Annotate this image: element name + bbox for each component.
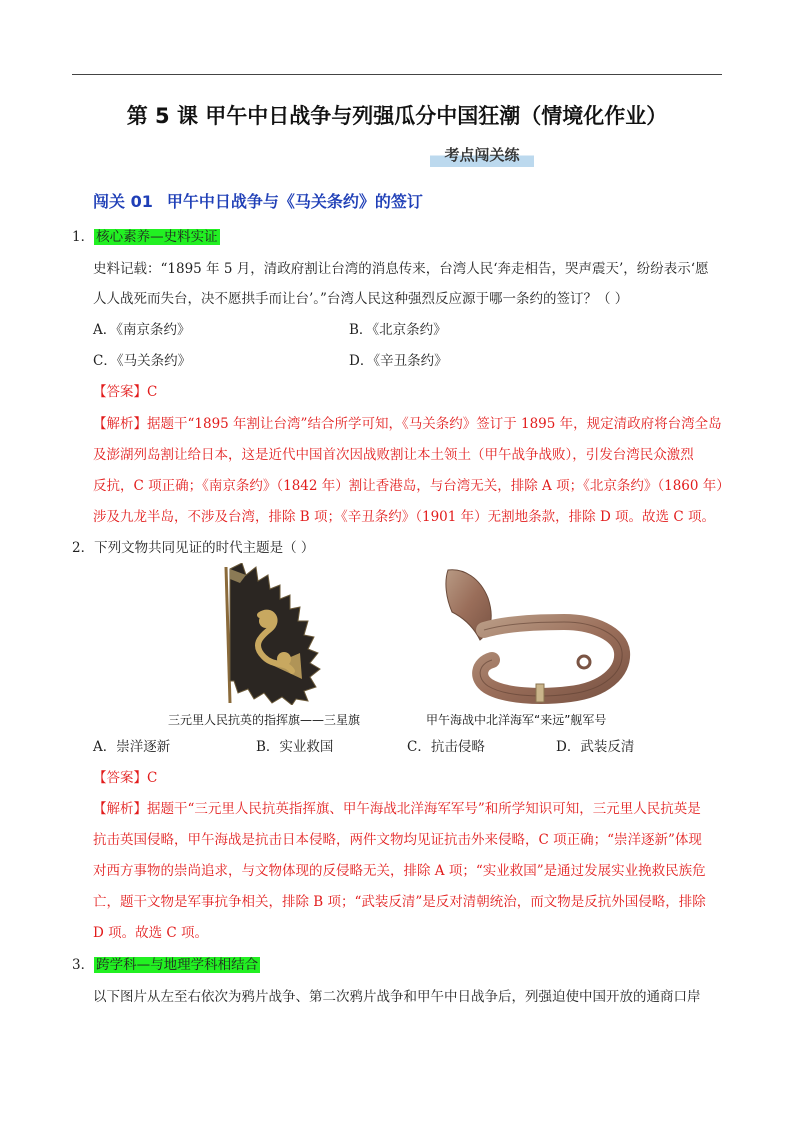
question-1-analysis-line-3: 反抗，C 项正确；《南京条约》（1842 年）割让香港岛，与台湾无关，排除 A 项；《北京条约》（1860 年） [93, 478, 730, 494]
header-rule [72, 74, 722, 75]
question-1-option-c: C．《马关条约》 [93, 353, 192, 369]
question-3-header [72, 955, 260, 975]
question-1-answer: 【答案】C [93, 384, 158, 400]
question-2-number: 2． [72, 540, 95, 556]
question-3-tag: 跨学科—与地理学科相结合 [96, 957, 259, 973]
question-1-analysis-line-1: 【解析】据题干“1895 年割让台湾”结合所学可知，《马关条约》签订于 1895 年，规定清政府将台湾全岛 [93, 416, 722, 432]
question-3-stem: 以下图片从左至右依次为鸦片战争、第二次鸦片战争和甲午中日战争后，列强迫使中国开放的通商口岸 [93, 989, 701, 1005]
question-2-header [72, 538, 314, 558]
question-2-option-a: A．崇洋逐新 [93, 739, 171, 755]
question-2-analysis-line-5: D 项。故选 C 项。 [93, 925, 209, 941]
question-1-number: 1． [72, 229, 95, 245]
question-1-stem-line-2: 人人战死而失台，决不愿拱手而让台’。”台湾人民这种强烈反应源于哪一条约的签订？（ ） [93, 291, 629, 307]
question-2-option-c: C．抗击侵略 [407, 739, 485, 755]
question-3-number: 3． [72, 957, 95, 973]
question-1-stem-line-1: 史料记载：“1895 年 5 月，清政府割让台湾的消息传来，台湾人民‘奔走相告，哭声震天’，纷纷表示‘愿 [93, 261, 709, 277]
question-2-stem: 下列文物共同见证的时代主题是（ ） [94, 540, 315, 556]
question-1-header [72, 227, 220, 247]
bugle-image [444, 568, 634, 706]
subtitle-container [72, 144, 722, 167]
question-2-option-b: B．实业救国 [256, 739, 334, 755]
page-title: 第 5 课 甲午中日战争与列强瓜分中国狂潮（情境化作业） [126, 104, 668, 128]
question-1-option-b: B．《北京条约》 [349, 322, 447, 338]
flag-caption: 三元里人民抗英的指挥旗——三星旗 [168, 713, 361, 727]
question-1-tag: 核心素养—史料实证 [96, 229, 218, 245]
question-2-analysis-line-4: 亡，题干文物是军事抗争相关，排除 B 项；“武装反清”是反对清朝统治，而文物是反抗外国侵略，排除 [93, 894, 706, 910]
question-1-analysis-line-4: 涉及九龙半岛，不涉及台湾，排除 B 项；《辛丑条约》（1901 年）无割地条款，排除 D 项。故选 C 项。 [93, 509, 715, 525]
question-2-analysis-line-3: 对西方事物的崇尚追求，与文物体现的反侵略无关，排除 A 项；“实业救国”是通过发展实业挽救民族危 [93, 863, 706, 879]
section-code: 闯关 01 [93, 192, 153, 211]
flag-image [212, 563, 322, 705]
question-2-analysis-line-2: 抗击英国侵略，甲午海战是抗击日本侵略，两件文物均见证抗击外来侵略，C 项正确；“崇洋逐新”体现 [93, 832, 702, 848]
section-name: 甲午中日战争与《马关条约》的签订 [166, 192, 423, 211]
page-subtitle: 考点闯关练 [430, 144, 533, 167]
bugle-caption: 甲午海战中北洋海军“来远”舰军号 [426, 713, 607, 727]
question-2-answer: 【答案】C [93, 770, 158, 786]
question-2-analysis-line-1: 【解析】据题干“三元里人民抗英指挥旗、甲午海战北洋海军军号”和所学知识可知，三元里人民抗英是 [93, 801, 701, 817]
question-1-option-a: A．《南京条约》 [93, 322, 191, 338]
question-1-analysis-line-2: 及澎湖列岛割让给日本，这是近代中国首次因战败割让本土领土（甲午战争战败），引发台湾民众激烈 [93, 447, 694, 463]
question-1-option-d: D．《辛丑条约》 [349, 353, 448, 369]
question-2-option-d: D．武装反清 [556, 739, 635, 755]
section-heading [93, 189, 423, 212]
